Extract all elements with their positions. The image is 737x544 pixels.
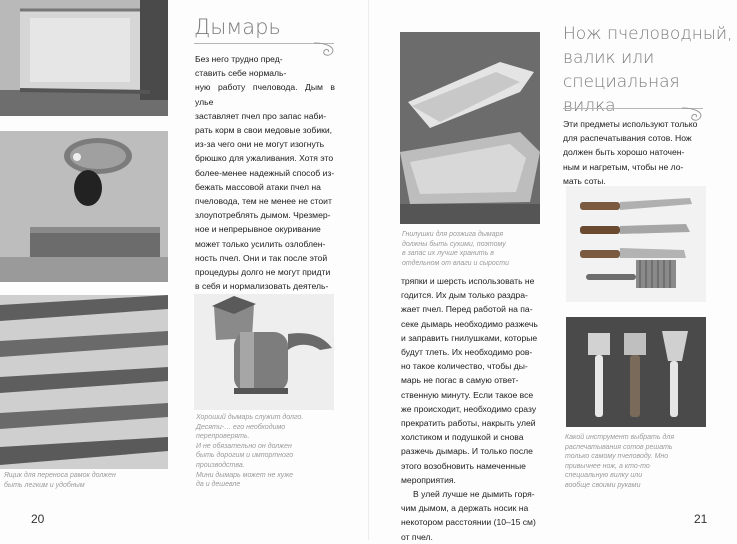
- text-line: жает пчел. Перед работой на па-: [401, 304, 533, 315]
- caption-line: Десяти-… его необходимо: [196, 423, 286, 431]
- text-line: ставить себе нормаль-: [195, 68, 287, 79]
- knife-title: [563, 22, 733, 118]
- text-line: может только усилить озлоблен-: [195, 238, 326, 249]
- caption-line: в запас их лучше хранить в: [402, 250, 494, 258]
- caption-line: И не обязательно он должен: [196, 442, 292, 450]
- text-line: будут тлеть. Их необходимо ров-: [401, 347, 533, 358]
- title-line: вилка: [563, 96, 616, 116]
- caption-line: Хороший дымарь служит долго.: [196, 414, 304, 421]
- caption-line: должны быть сухими, поэтому: [402, 240, 506, 248]
- text-line: для распечатывания сотов. Нож: [563, 133, 692, 144]
- smoker-title: Дымарь: [194, 15, 281, 39]
- text-line: брюшко для ужаливания. Хотя это: [195, 153, 334, 164]
- text-line: мать соты.: [563, 175, 606, 186]
- text-line: от пчел.: [401, 531, 433, 542]
- smoker-caption: [196, 413, 336, 490]
- caption-line: Мини дымарь может не хуже: [196, 471, 294, 479]
- text-line: некотором расстоянии (10–15 см): [401, 517, 536, 528]
- caption-line: привычнее нож, а кто-то: [565, 462, 650, 470]
- caption-line: отдельном от влаги и сырости: [402, 259, 510, 267]
- smoker-body-continued: [401, 274, 542, 544]
- text-line: холстиком и подушкой и снова: [401, 432, 524, 443]
- text-line: этого возобновить намеченные: [401, 460, 526, 471]
- text-line: секе дымарь необходимо разжечь: [401, 318, 538, 329]
- tools-caption: [565, 433, 715, 491]
- caption-line: быть дорогим и импортного: [196, 452, 294, 460]
- title-line: специальная: [563, 72, 680, 92]
- page-number-right: 21: [694, 512, 708, 526]
- caption-line: Какой инструмент выбрать для: [565, 434, 675, 441]
- caption-line: перепроверять.: [196, 433, 250, 441]
- text-line: заставляет пчел про запас наби-: [195, 110, 327, 121]
- text-line: пчеловода, тем не менее не стоит: [195, 196, 332, 207]
- hive-entrance-photo: [0, 131, 168, 282]
- text-line: же происходит, необходимо сразу: [401, 403, 537, 414]
- wood-caption: [402, 230, 542, 268]
- text-line: процедуры долго не могут придти: [195, 267, 331, 278]
- text-line: В улей лучше не дымить горя-: [413, 489, 535, 500]
- knife-intro-text: [563, 117, 710, 188]
- caption-line: Ящик для переноса рамок должен: [4, 472, 116, 479]
- text-line: разжечь дымарь. И только после: [401, 446, 533, 457]
- text-line: прекратить работы, накрыть улей: [401, 418, 536, 429]
- text-line: ственную минуту. Если такое все: [401, 389, 534, 400]
- caption-line: только самому пчеловоду. Мно: [565, 453, 669, 461]
- page-gutter: [368, 0, 369, 540]
- uncapping-knives-photo: [566, 186, 706, 302]
- text-line: мероприятия.: [401, 474, 456, 485]
- text-line: более-менее надежный способ из-: [195, 167, 335, 178]
- title-line: Нож пчеловодный,: [563, 24, 733, 44]
- text-line: злоупотреблять дымом. Чрезмер-: [195, 210, 331, 221]
- text-line: Эти предметы используют только: [563, 119, 698, 129]
- text-line: годится. Их дым только раздра-: [401, 290, 528, 301]
- caption-line: вообще своими руками: [565, 481, 641, 489]
- caption-line: быть легким и удобным: [4, 481, 85, 489]
- caption-line: производства.: [196, 461, 245, 469]
- rotten-wood-photo: [400, 32, 540, 224]
- frames-caption: [4, 471, 164, 490]
- text-line: но такое количество, чтобы ды-: [401, 361, 528, 372]
- text-line: в себя и нормализовать деятель-: [195, 281, 329, 292]
- text-line: ную работу пчеловода. Дым в улье: [195, 82, 335, 107]
- caption-line: специальную вилку или: [565, 472, 643, 480]
- text-line: должен быть хорошо наточен-: [563, 147, 685, 158]
- text-line: бежать массовой атаки пчел на: [195, 181, 321, 192]
- text-line: тряпки и шерсть использовать не: [401, 276, 535, 286]
- text-line: Без него трудно пред-: [195, 54, 283, 64]
- frame-slats-photo: [0, 295, 168, 469]
- text-line: ным и нагретым, чтобы не ло-: [563, 161, 684, 172]
- text-line: и заправить гнилушками, которые: [401, 332, 538, 343]
- page-number-left: 20: [31, 512, 45, 526]
- text-line: рать корм в свои медовые зобики,: [195, 125, 333, 136]
- text-line: из-за чего они не могут изогнуть: [195, 139, 325, 150]
- uncapping-forks-photo: [566, 317, 706, 427]
- text-line: марь не погас в самую ответ-: [401, 375, 519, 386]
- caption-line: Гнилушки для розжига дымаря: [402, 231, 504, 238]
- text-line: чим дымом, а держать носик на: [401, 503, 529, 514]
- title-line: валик или: [563, 48, 655, 68]
- caption-line: да и дешевле: [196, 481, 241, 489]
- caption-line: распечатывания сотов решать: [565, 443, 673, 451]
- smoker-photo: [194, 294, 334, 410]
- text-line: ность пчел. Они и так после этой: [195, 252, 328, 263]
- text-line: ное и непрерывное окуривание: [195, 224, 321, 235]
- frame-box-photo: [0, 0, 168, 116]
